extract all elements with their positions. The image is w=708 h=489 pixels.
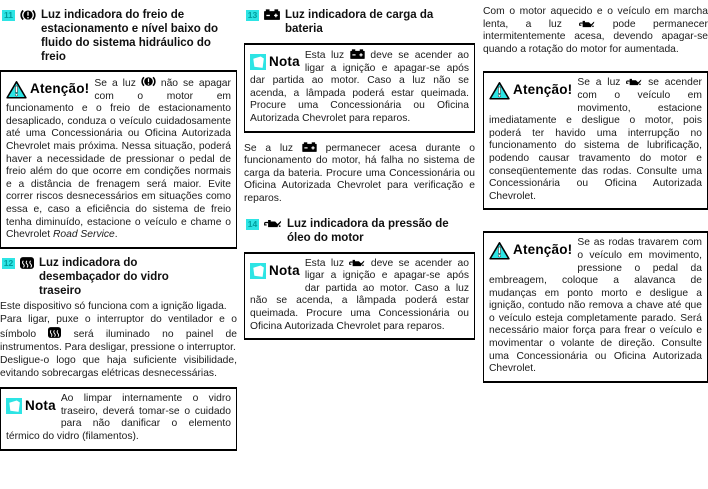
section-title: Luz indicadora de carga da bateria	[285, 9, 434, 35]
note-label	[6, 393, 56, 418]
text-run: será iluminado no painel de instrumentos. Para desligar, pressione o interruptor.	[0, 328, 237, 353]
item-number-badge: 12	[3, 257, 14, 268]
item-number-badge: 13	[247, 10, 258, 20]
text-run: Com o motor aquecido e o veículo em marcha lenta, a luz	[483, 6, 708, 30]
oil-pressure-icon	[579, 19, 595, 28]
paragraph: Este dispositivo só funciona com a ignição ligada.	[0, 300, 227, 312]
column-right	[483, 0, 708, 383]
text-run: Para ligar, puxe o interruptor do ventilador e o símbolo	[0, 314, 237, 340]
section-13-heading	[246, 8, 475, 36]
text-run: permanecer acesa durante o funcionamento do motor, há falha no sistema de carga da bateria. Procure uma Concessionária ou Oficina Autorizada Chevrolet para verificação e reparos.	[244, 142, 475, 204]
item-number-badge: 14	[247, 218, 258, 229]
text-run: deve se acender ao ligar a ignição e apagar-se após dar partida ao motor. Caso a luz não se acenda, a lâmpada poderá estar queimada. Procure uma Concessionária ou Oficina Autorizada Chevrolet para reparos.	[250, 257, 469, 332]
note-icon	[6, 398, 22, 414]
battery-charge-icon	[302, 142, 317, 152]
attention-label-text: Atenção!	[30, 81, 90, 96]
attention-label	[489, 237, 572, 262]
note-label-text: Nota	[25, 398, 56, 414]
section-14-heading	[246, 217, 475, 245]
attention-box	[0, 70, 237, 249]
attention-box	[483, 71, 708, 210]
text-run: Se a luz	[244, 142, 294, 154]
paragraph: Desligue-o logo que haja suficiente visibilidade, evitando sobrecargas elétricas desnecessárias.	[0, 355, 237, 379]
note-box	[0, 387, 237, 450]
warning-triangle-icon	[489, 81, 510, 100]
paragraph	[483, 6, 708, 56]
text-run: Esta luz	[304, 50, 345, 61]
attention-label	[489, 77, 572, 102]
note-box	[244, 43, 475, 133]
text-run: não se apagar com o motor em funcionamento e o freio de estacionamento desaplicado, conduza o veículo cuidadosamente até uma Concessionária ou Oficina Autorizada Chevrolet mais próxima. Nessa situação, poderá haver a necessidade de pressionar o pedal de freio além do que ocorre em condições normais e a distância de frenagem será maior. Evite correr riscos desnecessários em situações como essa e, caso a eficiência do sistema de freio tenha diminuído, estacione o veículo e chame o Chevrolet	[6, 78, 231, 241]
brake-warning-icon	[141, 76, 156, 87]
text-run: Se a luz	[94, 78, 136, 89]
text-run: Esta luz	[304, 257, 344, 269]
column-middle	[244, 0, 475, 340]
paragraph	[244, 142, 475, 206]
oil-pressure-icon	[349, 258, 365, 267]
column-left	[0, 0, 237, 451]
note-icon	[250, 54, 266, 70]
brake-warning-icon	[20, 9, 36, 21]
section-title: Luz indicadora do desembaçador do vidro traseiro	[39, 256, 169, 297]
note-box	[244, 252, 475, 341]
paragraph	[0, 314, 237, 354]
text-run: .	[114, 229, 118, 241]
note-label-text: Nota	[269, 262, 300, 278]
note-icon	[250, 263, 266, 279]
italic-run: Road Service	[52, 229, 115, 241]
oil-pressure-icon	[264, 218, 282, 228]
rear-defroster-icon	[20, 257, 34, 269]
battery-charge-icon	[264, 9, 280, 20]
attention-label-text: Atenção!	[513, 242, 573, 258]
attention-label-text: Atenção!	[513, 82, 573, 98]
item-number-badge: 11	[4, 10, 13, 20]
note-text: Ao limpar internamente o vidro traseiro, deverá tomar-se o cuidado para não danificar o elemento térmico do vidro (filamentos).	[6, 393, 231, 443]
note-label	[250, 258, 300, 283]
section-title: Luz indicadora da pressão de óleo do motor	[287, 217, 449, 244]
section-11-heading	[2, 8, 237, 64]
text-run: deve se acender ao ligar a ignição e apagar-se após dar partida ao motor. Caso a luz não se acenda, a lâmpada poderá estar queimada. Procure uma Concessionária ou Oficina Autorizada Chevrolet para reparos.	[250, 50, 469, 124]
oil-pressure-icon	[626, 77, 642, 86]
rear-defroster-icon	[48, 327, 61, 338]
warning-triangle-icon	[6, 80, 27, 99]
warning-triangle-icon	[489, 241, 510, 260]
attention-box	[483, 231, 708, 383]
text-run: pode permanecer intermitentemente acesa, devendo apagar-se quando a rotação do motor for aumentada.	[483, 18, 708, 55]
text-run: se acender com o veículo em movimento, estacione imediatamente e desligue o motor, pois poderá ter havido uma interrupção no funcionamento do sistema de lubrificação, podendo causar travamento do motor e conseqüentemente das rodas. Consulte uma Concessionária ou Oficina Autorizada Chevrolet.	[489, 77, 702, 202]
section-12-heading	[2, 256, 237, 298]
section-title: Luz indicadora do freio de estacionamento e nível baixo do fluido do sistema hidráulico do freio	[41, 9, 219, 63]
attention-text: Se as rodas travarem com o veículo em movimento, pressione o pedal da embreagem, coloque a alavanca de mudanças em ponto morto e desligue a ignição, contudo não remova a chave até que o veículo esteja completamente parado. Será necessário maior força para frear o veículo e movimentar o volante de direção. Consulte uma Concessionária ou Oficina Autorizada Chevrolet.	[489, 237, 702, 375]
attention-label	[6, 76, 89, 101]
text-run: Se a luz	[577, 77, 621, 89]
note-label	[250, 49, 300, 74]
battery-charge-icon	[350, 49, 365, 59]
note-label-text: Nota	[269, 54, 300, 69]
